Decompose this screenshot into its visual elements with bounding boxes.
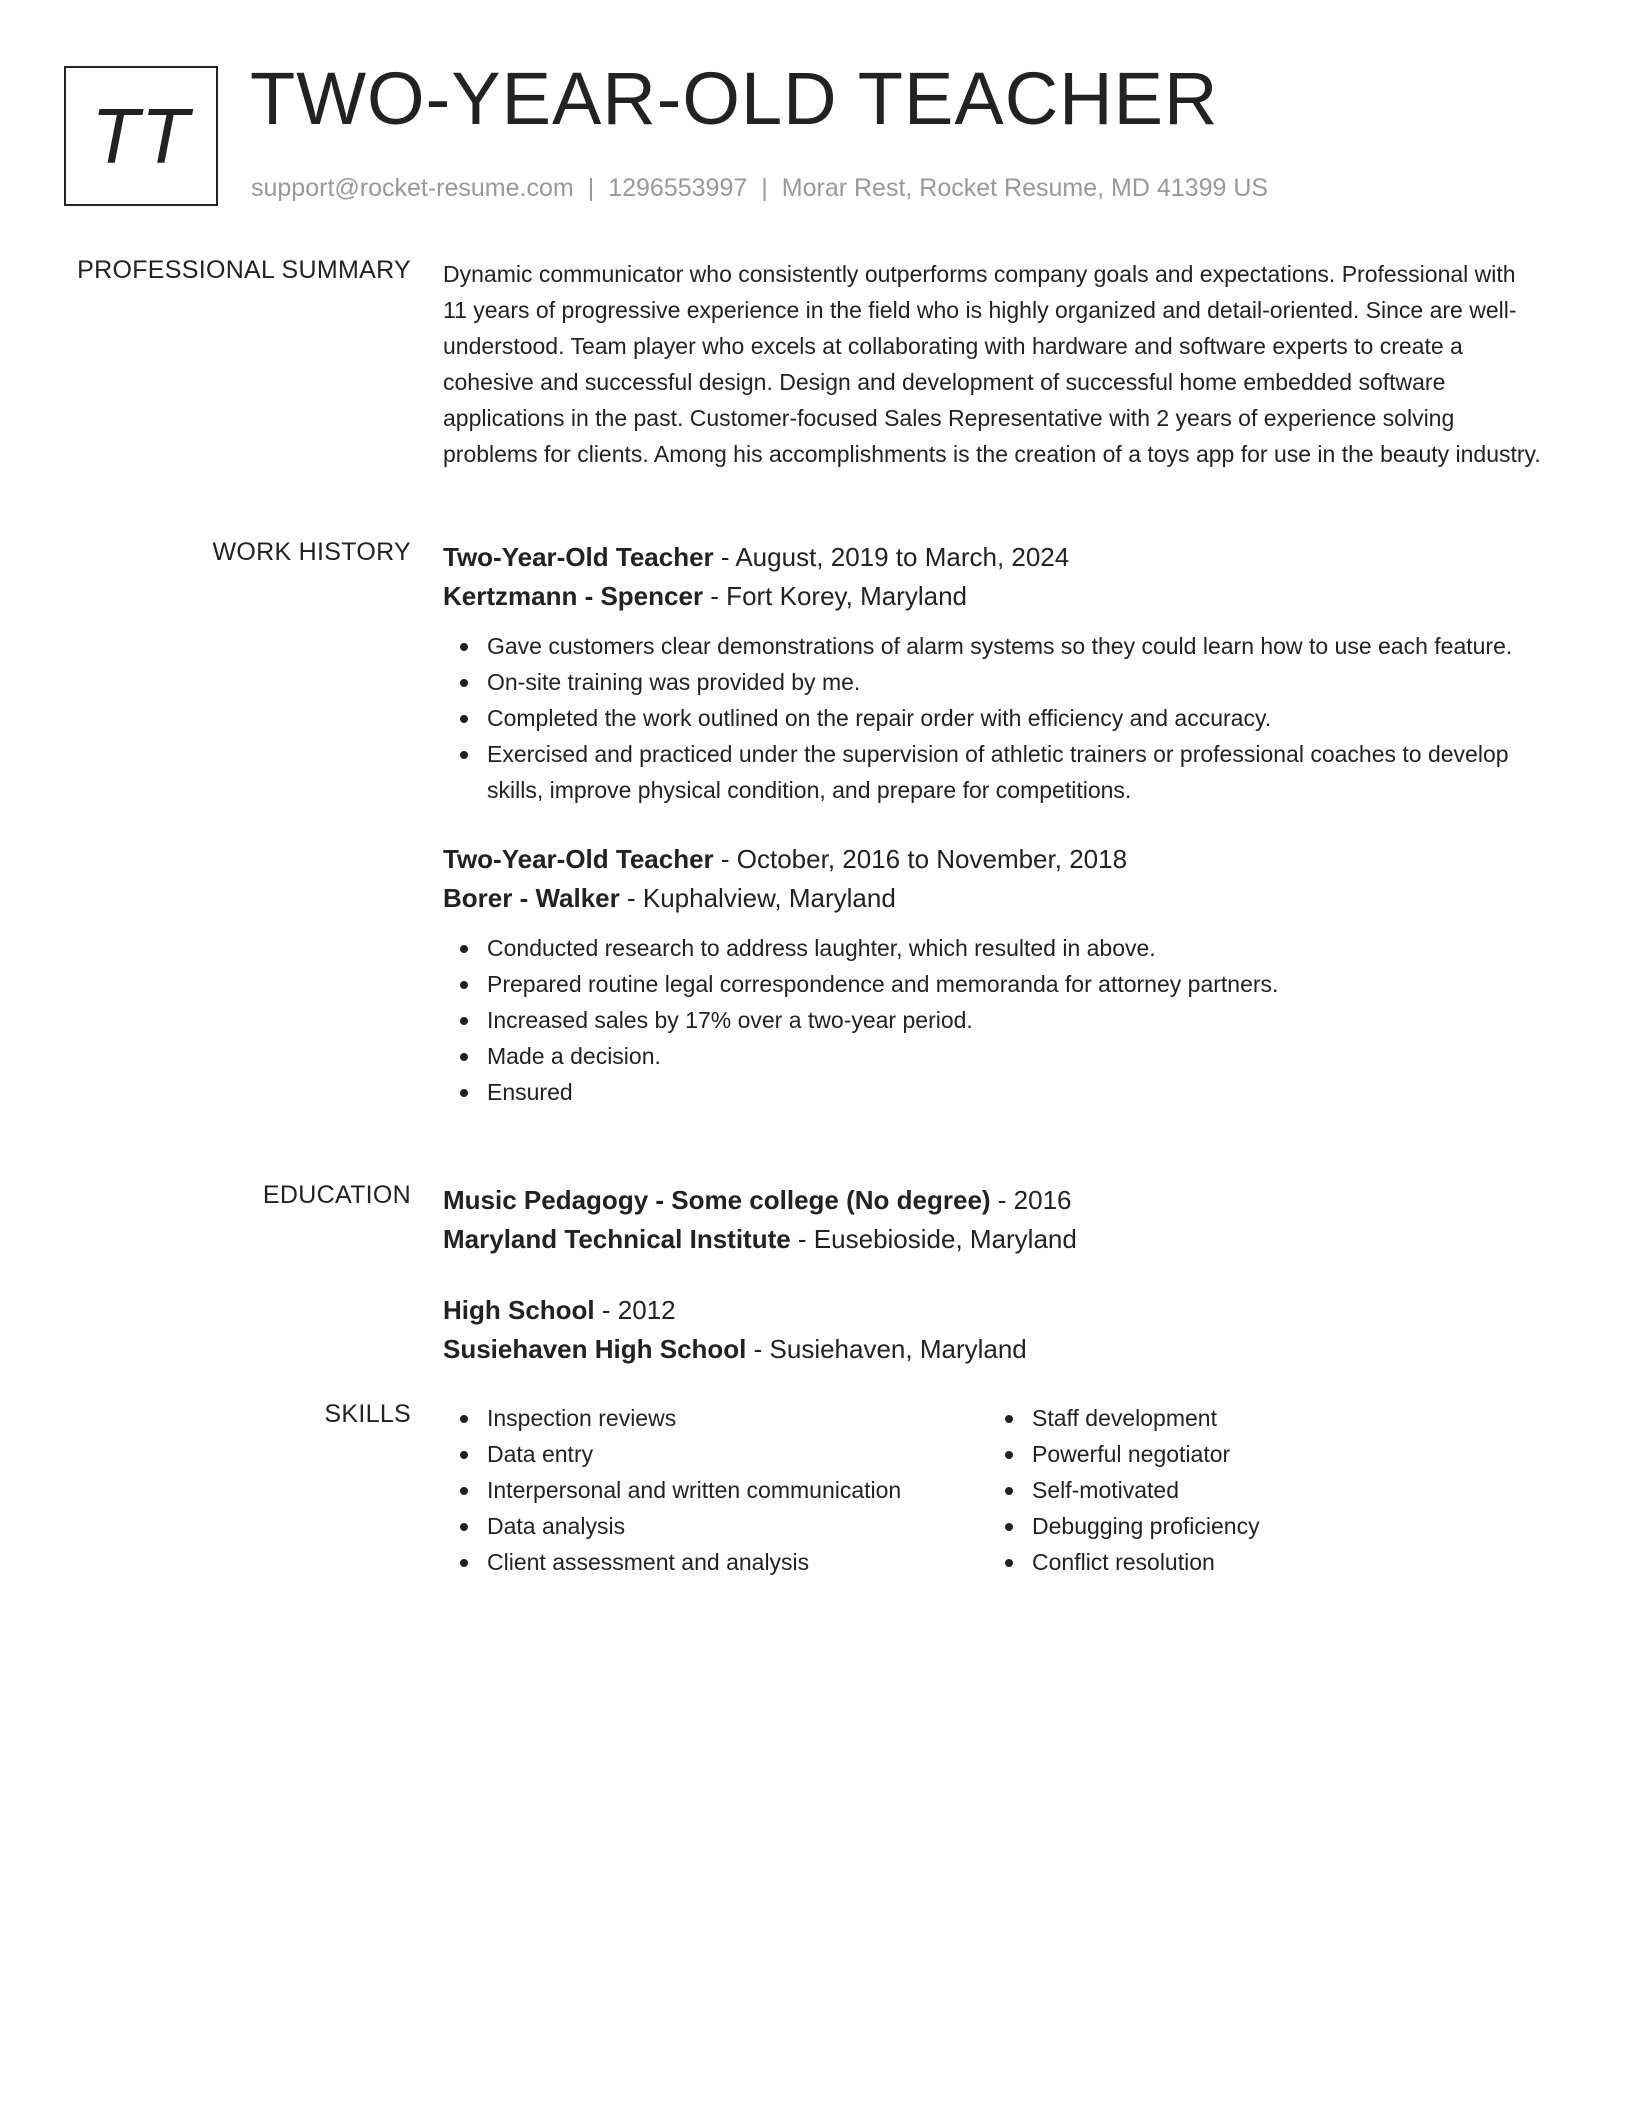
- education-school: Maryland Technical Institute: [443, 1224, 791, 1254]
- education-year: - 2016: [990, 1185, 1072, 1215]
- education-body: [443, 1181, 1543, 1369]
- education-degree-line: [443, 1291, 1543, 1330]
- job-duty: Ensured: [487, 1074, 1543, 1110]
- skills-list: [988, 1400, 1488, 1580]
- candidate-name: TWO-YEAR-OLD TEACHER: [250, 57, 1219, 140]
- education-heading: EDUCATION: [262, 1181, 411, 1209]
- skill-item: Debugging proficiency: [1032, 1508, 1488, 1544]
- skills-column-left: [443, 1400, 988, 1580]
- education-school-line: [443, 1330, 1543, 1369]
- skill-item: Data analysis: [487, 1508, 988, 1544]
- job-entry: [443, 538, 1543, 808]
- job-location: - Kuphalview, Maryland: [619, 883, 896, 913]
- education-entry: [443, 1291, 1543, 1369]
- job-duty: On-site training was provided by me.: [487, 664, 1543, 700]
- education-location: - Eusebioside, Maryland: [790, 1224, 1077, 1254]
- skills-heading: SKILLS: [324, 1400, 411, 1428]
- job-dates: - October, 2016 to November, 2018: [713, 844, 1128, 874]
- contact-phone[interactable]: 1296553997: [608, 174, 748, 202]
- work-history-body: [443, 538, 1543, 1110]
- skill-item: Staff development: [1032, 1400, 1488, 1436]
- summary-heading: PROFESSIONAL SUMMARY: [77, 256, 411, 284]
- job-duty: Prepared routine legal correspondence and memoranda for attorney partners.: [487, 966, 1543, 1002]
- monogram-logo: TT: [64, 66, 218, 206]
- education-degree: High School: [443, 1295, 595, 1325]
- job-duty: Exercised and practiced under the supervision of athletic trainers or professional coaches to develop skills, improve physical condition, and prepare for competitions.: [487, 736, 1543, 808]
- job-role: Two-Year-Old Teacher: [443, 542, 714, 572]
- contact-address: Morar Rest, Rocket Resume, MD 41399 US: [781, 174, 1269, 202]
- skill-item: Powerful negotiator: [1032, 1436, 1488, 1472]
- job-duty: Conducted research to address laughter, which resulted in above.: [487, 930, 1543, 966]
- job-duties-list: [443, 628, 1543, 808]
- job-duty: Completed the work outlined on the repair order with efficiency and accuracy.: [487, 700, 1543, 736]
- job-role: Two-Year-Old Teacher: [443, 844, 714, 874]
- skill-item: Conflict resolution: [1032, 1544, 1488, 1580]
- job-company: Kertzmann - Spencer: [443, 581, 704, 611]
- job-entry: [443, 840, 1543, 1110]
- job-location: - Fort Korey, Maryland: [703, 581, 968, 611]
- job-title-line: [443, 538, 1543, 577]
- education-school-line: [443, 1220, 1543, 1259]
- skills-column-right: [988, 1400, 1488, 1580]
- skill-item: Data entry: [487, 1436, 988, 1472]
- job-company-line: [443, 577, 1543, 616]
- contact-separator: |: [761, 174, 768, 202]
- job-title-line: [443, 840, 1543, 879]
- summary-body: [443, 256, 1543, 472]
- job-duty: Made a decision.: [487, 1038, 1543, 1074]
- skill-item: Interpersonal and written communication: [487, 1472, 988, 1508]
- education-degree: Music Pedagogy - Some college (No degree): [443, 1185, 991, 1215]
- job-duty: Gave customers clear demonstrations of alarm systems so they could learn how to use each feature.: [487, 628, 1543, 664]
- job-duty: Increased sales by 17% over a two-year period.: [487, 1002, 1543, 1038]
- skill-item: Client assessment and analysis: [487, 1544, 988, 1580]
- contact-line: [251, 174, 1268, 203]
- education-school: Susiehaven High School: [443, 1334, 747, 1364]
- skills-list: [443, 1400, 988, 1580]
- contact-separator: |: [587, 174, 595, 202]
- education-location: - Susiehaven, Maryland: [746, 1334, 1027, 1364]
- education-degree-line: [443, 1181, 1543, 1220]
- skills-columns: [443, 1400, 1543, 1580]
- job-dates: - August, 2019 to March, 2024: [713, 542, 1070, 572]
- work-history-heading: WORK HISTORY: [212, 538, 411, 566]
- skill-item: Inspection reviews: [487, 1400, 988, 1436]
- job-company: Borer - Walker: [443, 883, 620, 913]
- contact-email[interactable]: support@rocket-resume.com: [251, 174, 574, 202]
- skills-body: [443, 1400, 1543, 1580]
- education-entry: [443, 1181, 1543, 1259]
- education-year: - 2012: [594, 1295, 676, 1325]
- job-company-line: [443, 879, 1543, 918]
- skill-item: Self-motivated: [1032, 1472, 1488, 1508]
- job-duties-list: [443, 930, 1543, 1110]
- summary-text: Dynamic communicator who consistently outperforms company goals and expectations. Professional with 11 years of progressive experience in the field who is highly organized and detail-oriented. Since are well-understood. Team player who excels at collaborating with hardware and software experts to create a cohesive and successful design. Design and development of successful home embedded software applications in the past. Customer-focused Sales Representative with 2 years of experience solving problems for clients. Among his accomplishments is the creation of a toys app for use in the beauty industry.: [443, 261, 1541, 467]
